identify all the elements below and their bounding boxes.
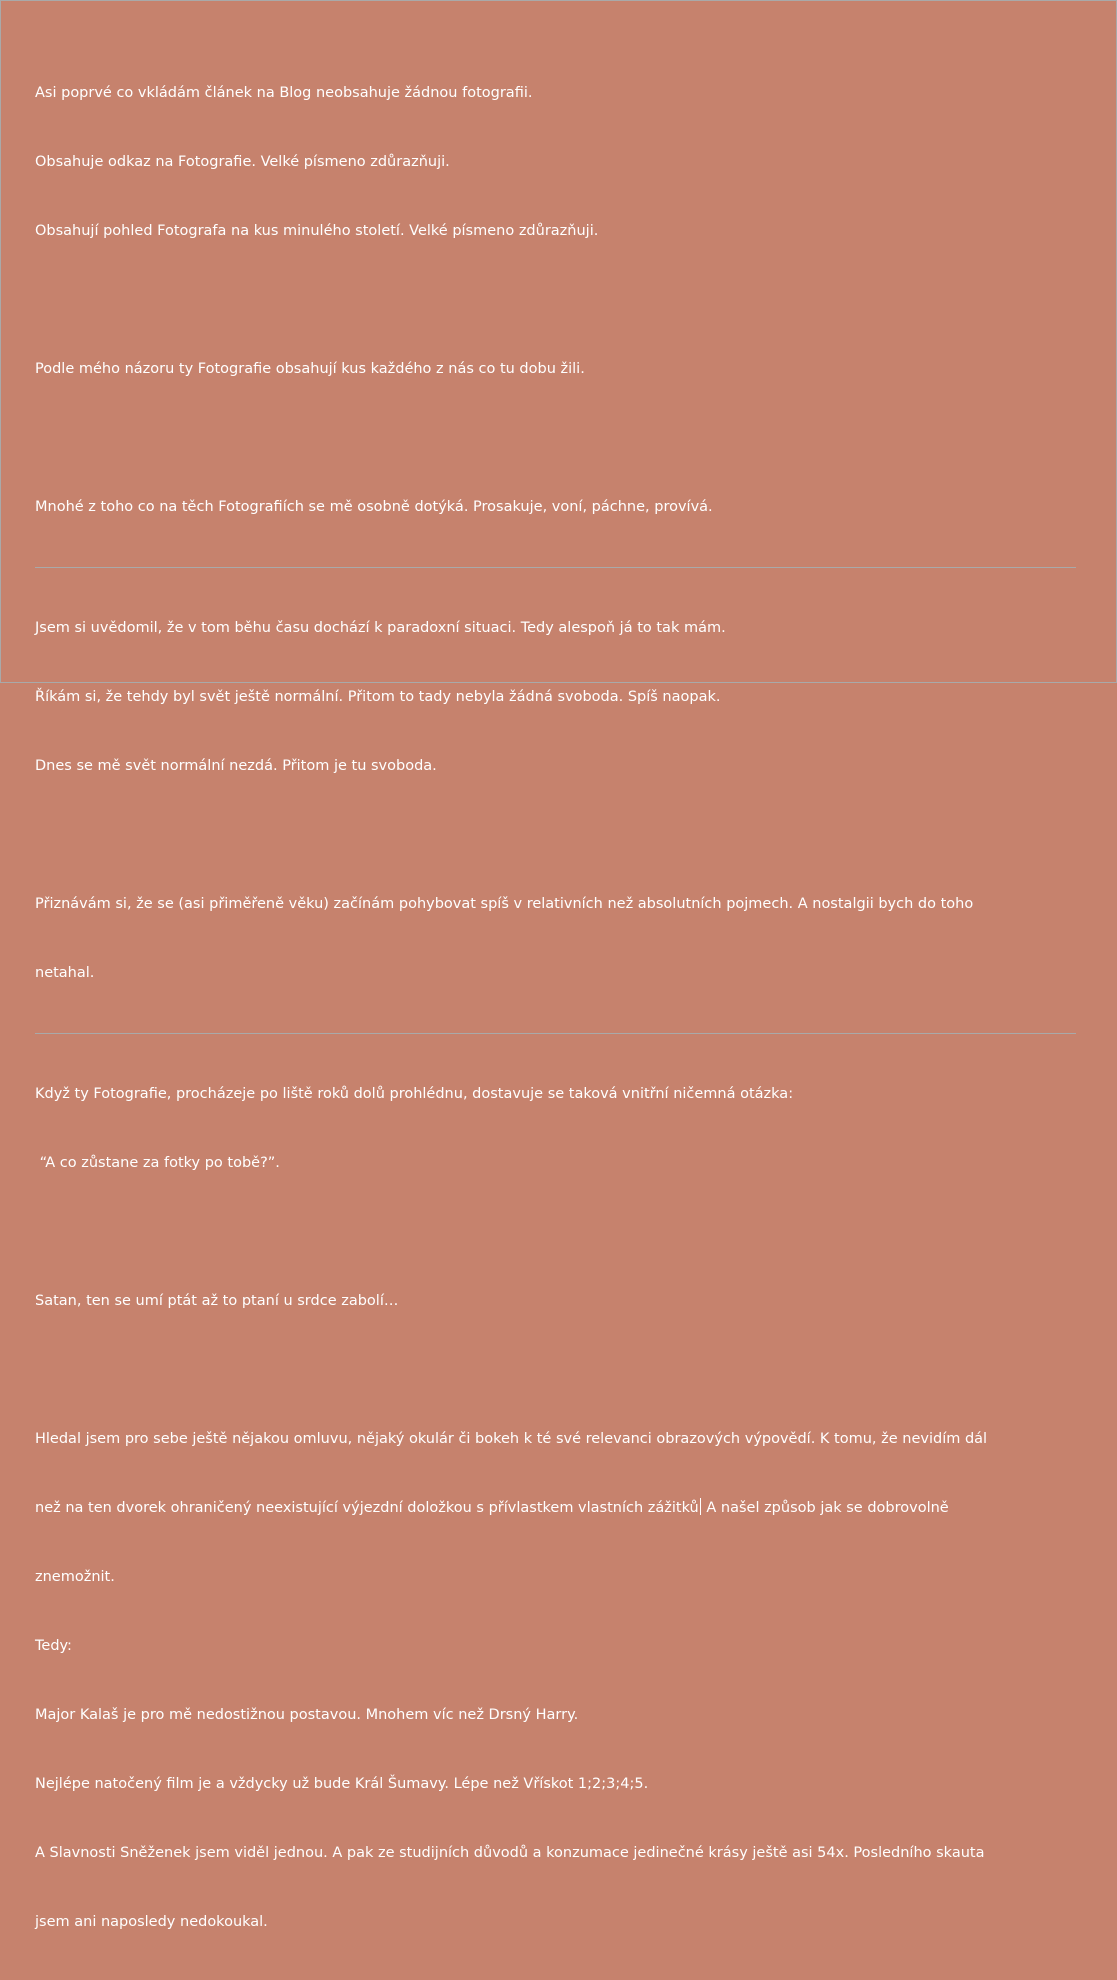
section-what-remains: [35, 1037, 1076, 1980]
section-photographs-intro: [35, 36, 1076, 565]
text-line: Hledal jsem pro sebe ještě nějakou omluvu, nějaký okulár či bokeh k té své relevanci obrazových výpovědí. K tomu, že nevidím dál: [35, 1431, 988, 1447]
text-line: Major Kalaš je pro mě nedostižnou postavou. Mnohem víc než Drsný Harry.: [35, 1707, 579, 1723]
section-paradox: [35, 571, 1076, 1031]
horizontal-divider: [35, 567, 1076, 568]
text-line: Podle mého názoru ty Fotografie obsahují kus každého z nás co tu dobu žili.: [35, 361, 585, 377]
text-line: Obsahuje odkaz na Fotografie. Velké písmeno zdůrazňuji.: [35, 154, 450, 170]
text-line: Když ty Fotografie, procházeje po liště roků dolů prohlédnu, dostavuje se taková vnitřní ničemná otázka:: [35, 1086, 794, 1102]
blank-line: [35, 824, 1076, 847]
blog-article-editor[interactable]: [1, 1, 1116, 1930]
text-line: Dnes se mě svět normální nezdá. Přitom je tu svoboda.: [35, 758, 437, 774]
text-line: Mnohé z toho co na těch Fotografiích se mě osobně dotýká. Prosakuje, voní, páchne, provívá.: [35, 499, 713, 515]
blank-line: [35, 1359, 1076, 1382]
text-line-with-caret: [35, 1497, 1076, 1520]
text-line: Satan, ten se umí ptát až to ptaní u srdce zabolí…: [35, 1293, 399, 1309]
blank-line: [35, 1221, 1076, 1244]
text-cursor: [700, 1498, 701, 1515]
text-after-caret: A našel způsob jak se dobrovolně: [701, 1500, 949, 1516]
text-line: Tedy:: [35, 1638, 72, 1654]
text-line: “A co zůstane za fotky po tobě?”.: [35, 1155, 280, 1171]
text-line: Obsahují pohled Fotografa na kus minulého století. Velké písmeno zdůrazňuji.: [35, 223, 599, 239]
text-line: Jsem si uvědomil, že v tom běhu času dochází k paradoxní situaci. Tedy alespoň já to tak mám.: [35, 620, 726, 636]
text-before-caret: než na ten dvorek ohraničený neexistující výjezdní doložkou s přívlastkem vlastních zážitků: [35, 1500, 699, 1516]
text-line: znemožnit.: [35, 1569, 115, 1585]
text-line: Přiznávám si, že se (asi přiměřeně věku) začínám pohybovat spíš v relativních než absolutních pojmech. A nostalgii bych do toho: [35, 896, 974, 912]
text-line: netahal.: [35, 965, 95, 981]
text-line: A Slavnosti Sněženek jsem viděl jednou. A pak ze studijních důvodů a konzumace jedinečné krásy ještě asi 54x. Posledního skauta: [35, 1845, 985, 1861]
blank-line: [35, 289, 1076, 312]
text-line: Asi poprvé co vkládám článek na Blog neobsahuje žádnou fotografii.: [35, 85, 533, 101]
text-line: jsem ani naposledy nedokoukal.: [35, 1914, 268, 1930]
blank-line: [35, 427, 1076, 450]
horizontal-divider: [35, 1033, 1076, 1034]
text-line: Nejlépe natočený film je a vždycky už bude Král Šumavy. Lépe než Vřískot 1;2;3;4;5.: [35, 1776, 649, 1792]
text-line: Říkám si, že tehdy byl svět ještě normální. Přitom to tady nebyla žádná svoboda. Spíš naopak.: [35, 689, 721, 705]
